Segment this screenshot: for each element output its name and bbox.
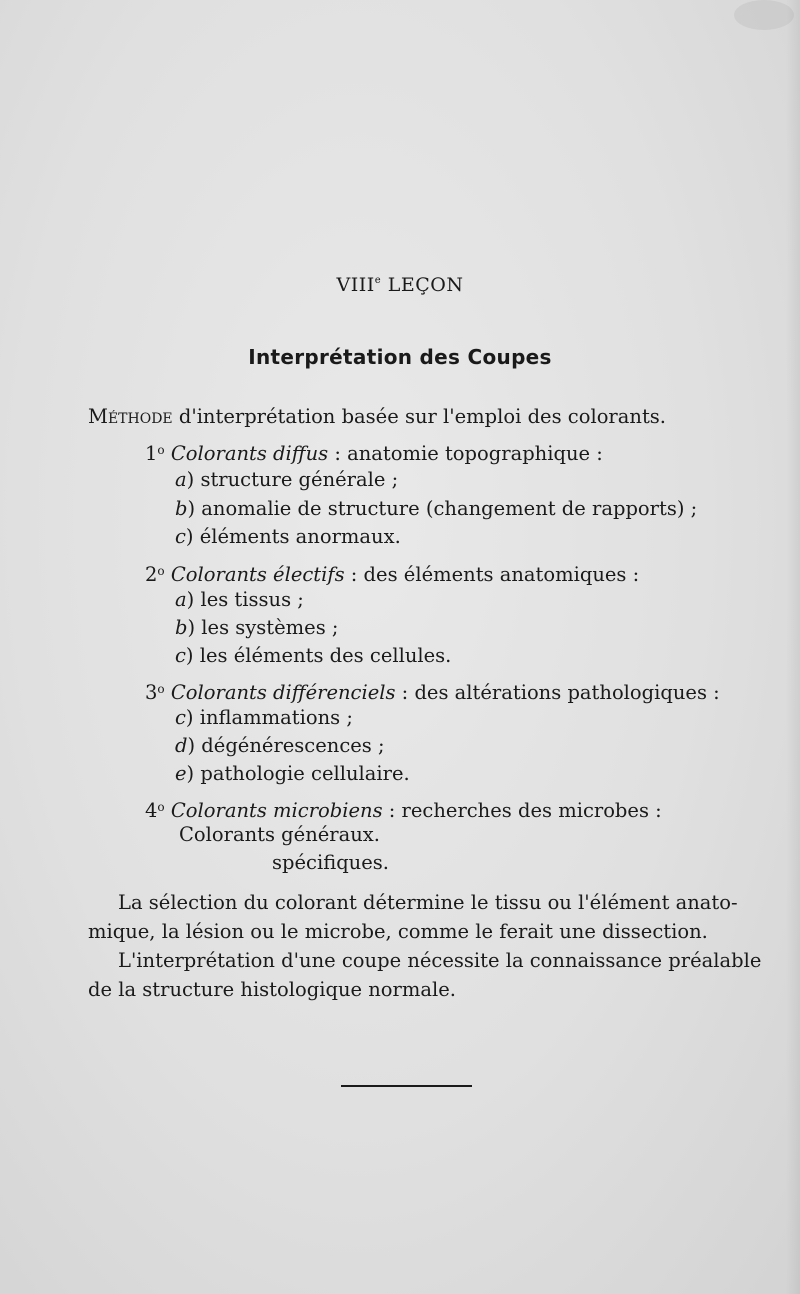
section-4-specific: spécifiques. <box>272 851 389 874</box>
paragraph-selection-line-1: La sélection du colorant détermine le tissu ou l'élément anato- <box>118 891 738 914</box>
paragraph-interpretation-line-2: de la structure histologique normale. <box>88 978 456 1001</box>
section-1-item-b: b) anomalie de structure (changement de rapports) ; <box>175 497 698 520</box>
section-1-item-c: c) éléments anormaux. <box>175 525 401 548</box>
page-stain <box>734 0 794 30</box>
section-3-item-d: d) dégénérescences ; <box>175 734 385 757</box>
lesson-heading: VIIIe LEÇON <box>336 274 464 296</box>
section-1-item-a: a) structure générale ; <box>175 468 399 491</box>
section-3-item-c: c) inflammations ; <box>175 706 353 729</box>
paragraph-interpretation <box>88 946 762 1004</box>
methode-line: Méthode d'interprétation basée sur l'emploi des colorants. <box>88 405 666 428</box>
section-3-item-e: e) pathologie cellulaire. <box>175 762 410 785</box>
section-2-item-b: b) les systèmes ; <box>175 616 339 639</box>
paragraph-interpretation-line-1: L'interprétation d'une coupe nécessite la connaissance préalable <box>118 949 762 972</box>
section-2-heading: 2$^o$ Colorants électifs : des éléments anatomiques : <box>145 563 640 586</box>
section-3-heading: 3$^o$ Colorants différenciels : des altérations pathologiques : <box>145 681 720 704</box>
section-4-heading: 4$^o$ Colorants microbiens : recherches des microbes : <box>145 799 662 822</box>
paragraph-selection <box>88 888 738 946</box>
section-4-general: Colorants généraux. <box>179 823 381 846</box>
section-2-item-a: a) les tissus ; <box>175 588 304 611</box>
section-1-heading: 1$^o$ Colorants diffus : anatomie topographique : <box>145 442 603 465</box>
paragraph-selection-line-2: mique, la lésion ou le microbe, comme le ferait une dissection. <box>88 920 708 943</box>
page-edge-shadow <box>786 0 800 1294</box>
chapter-title: Interprétation des Coupes <box>248 345 552 369</box>
section-2-item-c: c) les éléments des cellules. <box>175 644 452 667</box>
closing-rule <box>341 1085 472 1087</box>
